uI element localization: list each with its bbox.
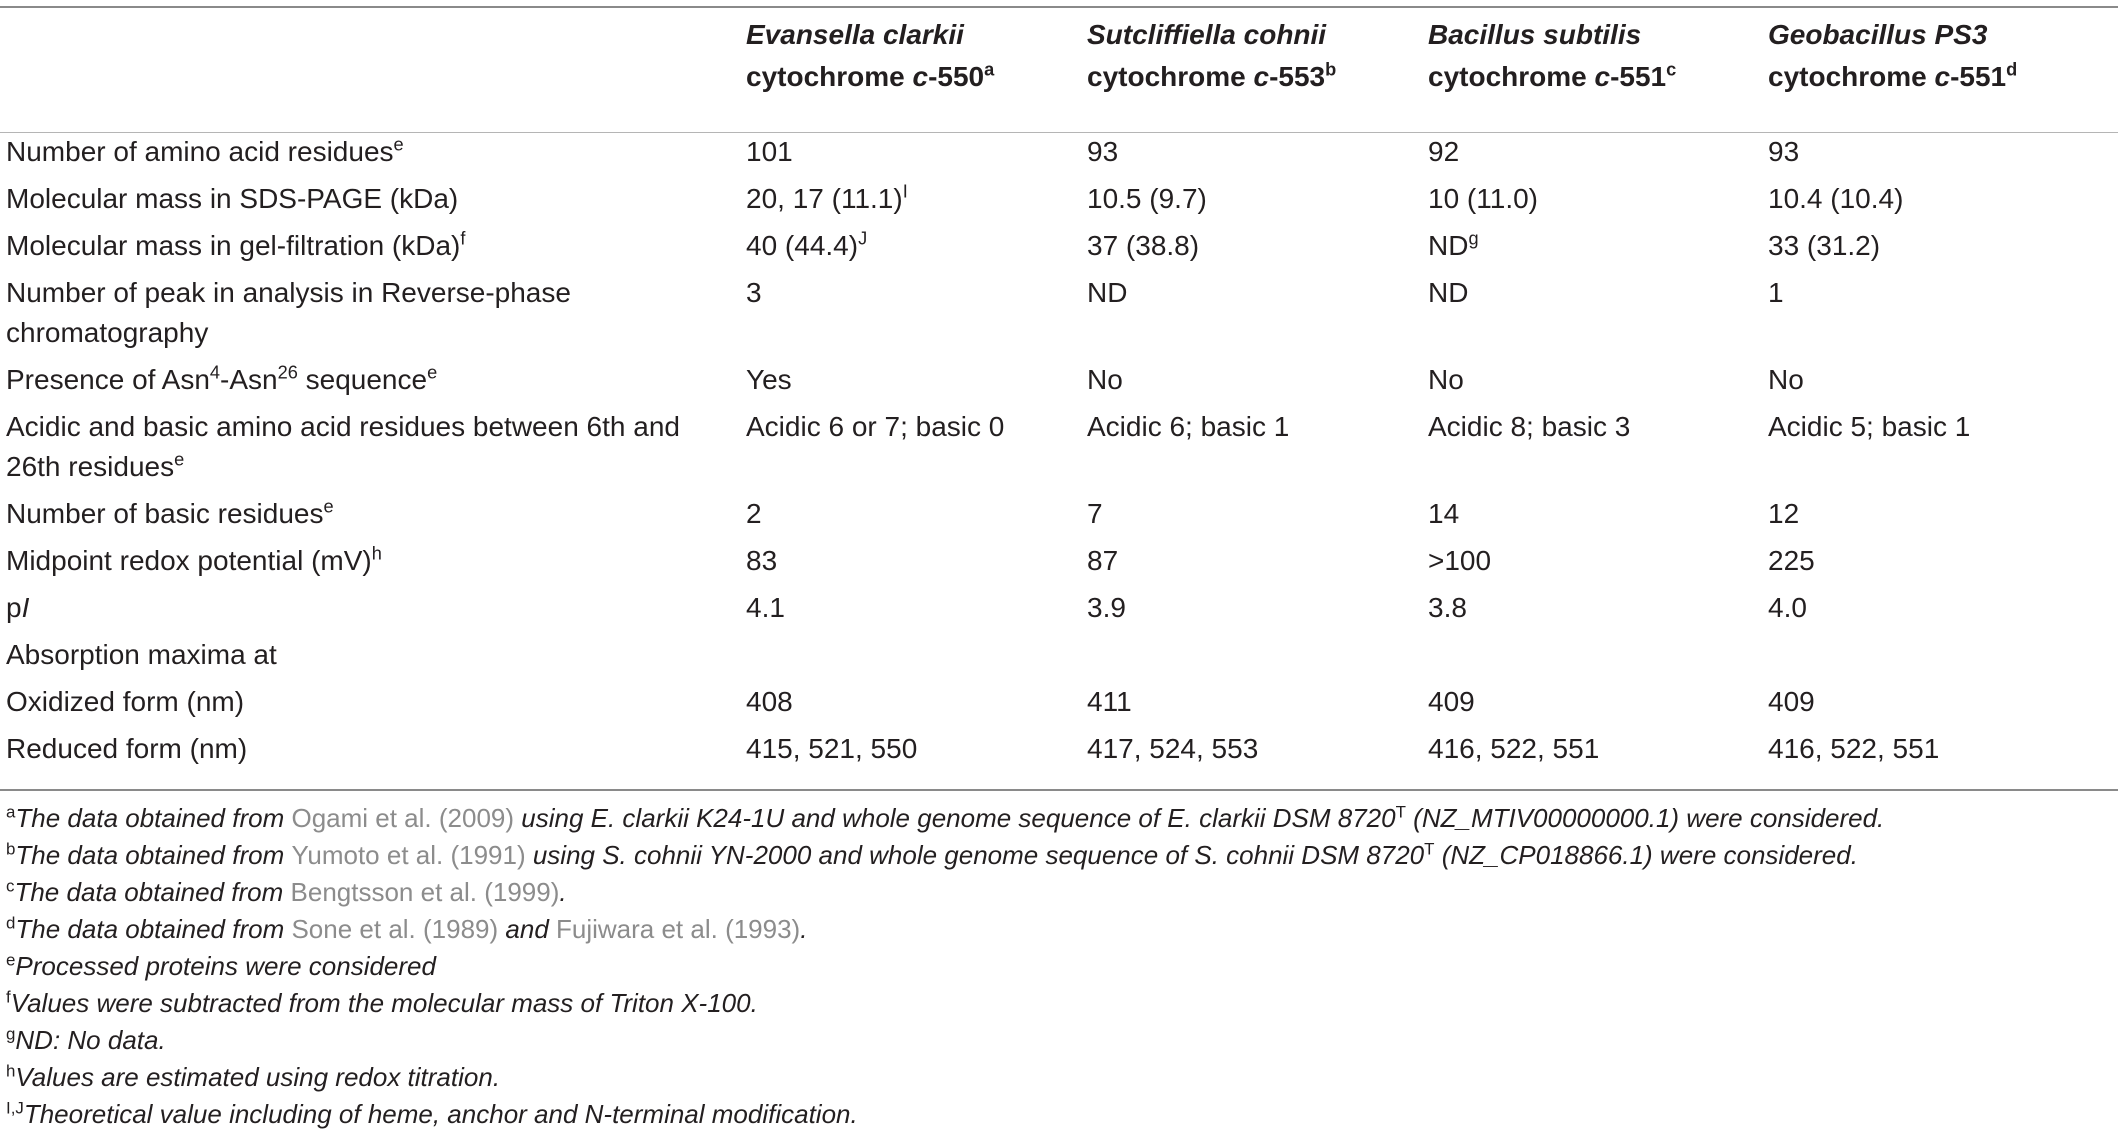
- table-cell: 10 (11.0): [1428, 183, 1538, 214]
- table-cell: 408: [746, 686, 793, 717]
- table-cell: 10.4 (10.4): [1768, 183, 1904, 214]
- table-cell: 1: [1768, 277, 1784, 308]
- table-cell: 92: [1428, 136, 1460, 167]
- table-cell: 33 (31.2): [1768, 230, 1881, 261]
- row-label: pI: [6, 592, 30, 623]
- reference-link[interactable]: Yumoto et al. (1991): [291, 840, 526, 870]
- footnote-b: $^b$The data obtained from Yumoto et al. (1991) using S. cohnii YN-2000 and whole genome sequence of S. cohnii DSM $8720^T$ (NZ_CP018866.1) were considered.: [6, 839, 1858, 870]
- table-cell: ND: [1428, 277, 1469, 308]
- table-cell: No: [1768, 364, 1804, 395]
- reference-link[interactable]: Sone et al. (1989): [291, 914, 499, 944]
- row-label: Oxidized form (nm): [6, 686, 245, 717]
- row-label: Presence of Asn$^4$-Asn$^{26}$ sequence$^e$: [6, 362, 438, 395]
- table-cell: 3: [746, 277, 762, 308]
- row-label: Molecular mass in gel-filtration (kDa)$^f$: [6, 228, 466, 261]
- table-cell: 225: [1768, 545, 1815, 576]
- row-label: Absorption maxima at: [6, 639, 277, 670]
- reference-link[interactable]: Ogami et al. (2009): [291, 803, 515, 833]
- table-cell: 415, 521, 550: [746, 733, 918, 764]
- footnote-f: $^f$Values were subtracted from the molecular mass of Triton X-100.: [6, 987, 758, 1018]
- table-cell: 3.9: [1087, 592, 1126, 623]
- footnote-d: $^d$The data obtained from Sone et al. (1989) and Fujiwara et al. (1993).: [6, 913, 808, 944]
- table-cell: 4.1: [746, 592, 785, 623]
- row-label: Number of basic residues$^e$: [6, 496, 334, 529]
- column-header-geobacillus: Geobacillus PS3 cytochrome c-551$^d$: [1768, 19, 2018, 92]
- table-cell: 20, 17 $(11.1)^I$: [746, 181, 908, 214]
- table-cell: $ND^g$: [1428, 228, 1479, 261]
- table-cell: 3.8: [1428, 592, 1467, 623]
- table-cell: No: [1087, 364, 1123, 395]
- column-header-sutcliffiella: Sutcliffiella cohnii cytochrome c-553$^b$: [1087, 19, 1337, 92]
- table-bottom-rule: [0, 789, 2118, 791]
- table-cell: 37 (38.8): [1087, 230, 1200, 261]
- table-cell: Acidic 5; basic 1: [1768, 411, 1971, 442]
- table-cell: 87: [1087, 545, 1119, 576]
- row-label: Acidic and basic amino acid residues between 6th and 26th residues$^e$: [6, 411, 680, 482]
- footnote-g: $^g$ND: No data.: [6, 1024, 166, 1055]
- footnote-a: $^a$The data obtained from Ogami et al. (2009) using E. clarkii K24-1U and whole genome sequence of E. clarkii DSM $8720^T$ (NZ_MTIV00000000.1) were considered.: [6, 802, 1885, 833]
- reference-link[interactable]: Fujiwara et al. (1993): [556, 914, 801, 944]
- table-cell: Acidic 8; basic 3: [1428, 411, 1631, 442]
- footnote-c: $^c$The data obtained from Bengtsson et al. (1999).: [6, 876, 567, 907]
- table-cell: No: [1428, 364, 1464, 395]
- table-cell: 12: [1768, 498, 1800, 529]
- reference-link[interactable]: Bengtsson et al. (1999): [290, 877, 560, 907]
- table-cell: 417, 524, 553: [1087, 733, 1259, 764]
- table-cell: 409: [1768, 686, 1815, 717]
- table-cell: 2: [746, 498, 762, 529]
- table-cell: Acidic 6 or 7; basic 0: [746, 411, 1005, 442]
- table-cell: 409: [1428, 686, 1475, 717]
- table-cell: 416, 522, 551: [1768, 733, 1940, 764]
- footnote-ij: $^{I,J}$Theoretical value including of heme, anchor and N-terminal modification.: [6, 1098, 858, 1129]
- table-cell: ND: [1087, 277, 1128, 308]
- table-cell: 93: [1087, 136, 1119, 167]
- table-top-rule: [0, 6, 2118, 8]
- table-cell: 14: [1428, 498, 1460, 529]
- column-header-evansella: Evansella clarkii cytochrome c-550$^a$: [746, 19, 995, 92]
- table-cell: >100: [1428, 545, 1492, 576]
- table-cell: 10.5 (9.7): [1087, 183, 1207, 214]
- row-label: Number of amino acid residues$^e$: [6, 134, 404, 167]
- table-cell: 416, 522, 551: [1428, 733, 1600, 764]
- row-label: Midpoint redox potential (mV)$^h$: [6, 543, 382, 576]
- table-cell: 93: [1768, 136, 1800, 167]
- table-cell: Yes: [746, 364, 792, 395]
- row-label: Molecular mass in SDS-PAGE (kDa): [6, 183, 459, 214]
- column-header-bacillus: Bacillus subtilis cytochrome c-551$^c$: [1428, 19, 1677, 92]
- table-cell: 411: [1087, 686, 1132, 717]
- row-label: Number of peak in analysis in Reverse-phase chromatography: [6, 277, 571, 348]
- table-cell: 4.0: [1768, 592, 1807, 623]
- footnote-h: $^h$Values are estimated using redox titration.: [6, 1061, 501, 1092]
- table-cell: 83: [746, 545, 778, 576]
- table-cell: Acidic 6; basic 1: [1087, 411, 1290, 442]
- table-cell: 40 $(44.4)^J$: [746, 228, 868, 261]
- row-label: Reduced form (nm): [6, 733, 248, 764]
- table-cell: 7: [1087, 498, 1103, 529]
- table-cell: 101: [746, 136, 793, 167]
- footnote-e: $^e$Processed proteins were considered: [6, 950, 436, 981]
